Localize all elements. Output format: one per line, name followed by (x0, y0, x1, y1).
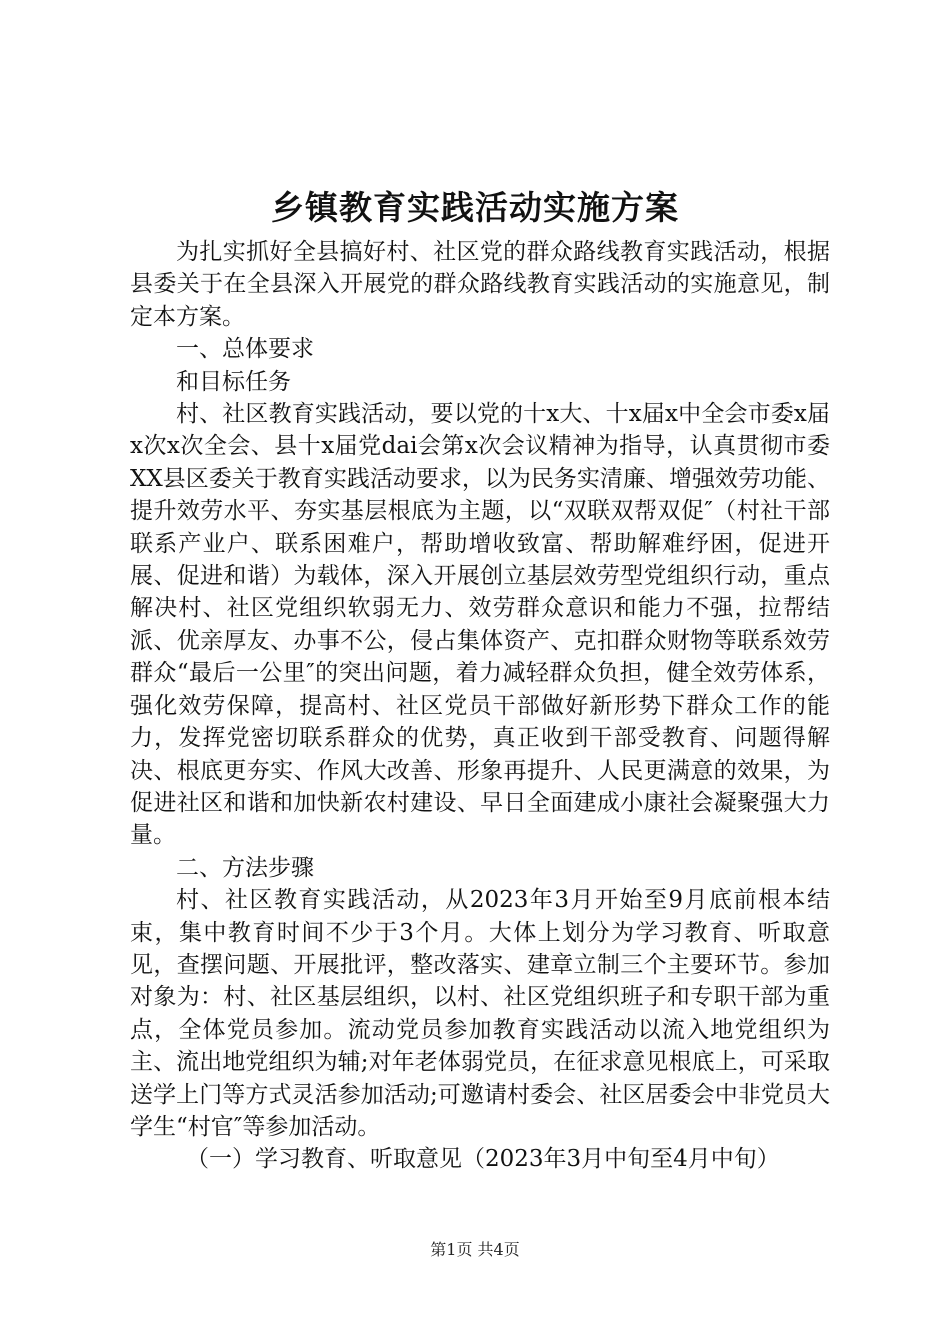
section-1-heading: 一、总体要求 (176, 336, 314, 363)
section-2-paragraph: 村、社区教育实践活动，从2023年3月开始至9月底前根本结束，集中教育时间不少于3个月。大体上划分为学习教育、听取意见，查摆问题、开展批评，整改落实、建章立制三个主要环节。参加对象为：村、社区基层组织，以村、社区党组织班子和专职干部为重点，全体党员参加。流动党员参加教育实践活动以流入地党组织为主、流出地党组织为辅;对年老体弱党员，在征求意见根底上，可采取送学上门等方式灵活参加活动;可邀请村委会、社区居委会中非党员大学生“村官″等参加活动。 (130, 887, 830, 1140)
subsection-1-heading: （一）学习教育、听取意见（2023年3月中旬至4月中旬） (186, 1146, 780, 1173)
intro-paragraph: 为扎实抓好全县搞好村、社区党的群众路线教育实践活动，根据县委关于在全县深入开展党的群众路线教育实践活动的实施意见，制定本方案。 (130, 239, 830, 330)
section-2-heading: 二、方法步骤 (176, 854, 314, 881)
section-1-subheading: 和目标任务 (176, 368, 291, 395)
page-title: 乡镇教育实践活动实施方案 (271, 188, 679, 227)
section-1-paragraph: 村、社区教育实践活动，要以党的十x大、十x届x中全会市委x届x次x次全会、县十x届党dai会第x次会议精神为指导，认真贯彻市委XX县区委关于教育实践活动要求，以为民务实清廉、增强效劳功能、提升效劳水平、夯实基层根底为主题，以“双联双帮双促″（村社干部联系产业户、联系困难户，帮助增收致富、帮助解难纾困，促进开展、促进和谐）为载体，深入开展创立基层效劳型党组织行动，重点解决村、社区党组织软弱无力、效劳群众意识和能力不强，拉帮结派、优亲厚友、办事不公，侵占集体资产、克扣群众财物等联系效劳群众“最后一公里″的突出问题，着力减轻群众负担，健全效劳体系，强化效劳保障，提高村、社区党员干部做好新形势下群众工作的能力，发挥党密切联系群众的优势，真正收到干部受教育、问题得解决、根底更夯实、作风大改善、形象再提升、人民更满意的效果，为促进社区和谐和加快新农村建设、早日全面建成小康社会凝聚强大力量。 (130, 401, 830, 849)
document-body (130, 236, 830, 1176)
page-footer: 第1页 共4页 (430, 1240, 520, 1259)
